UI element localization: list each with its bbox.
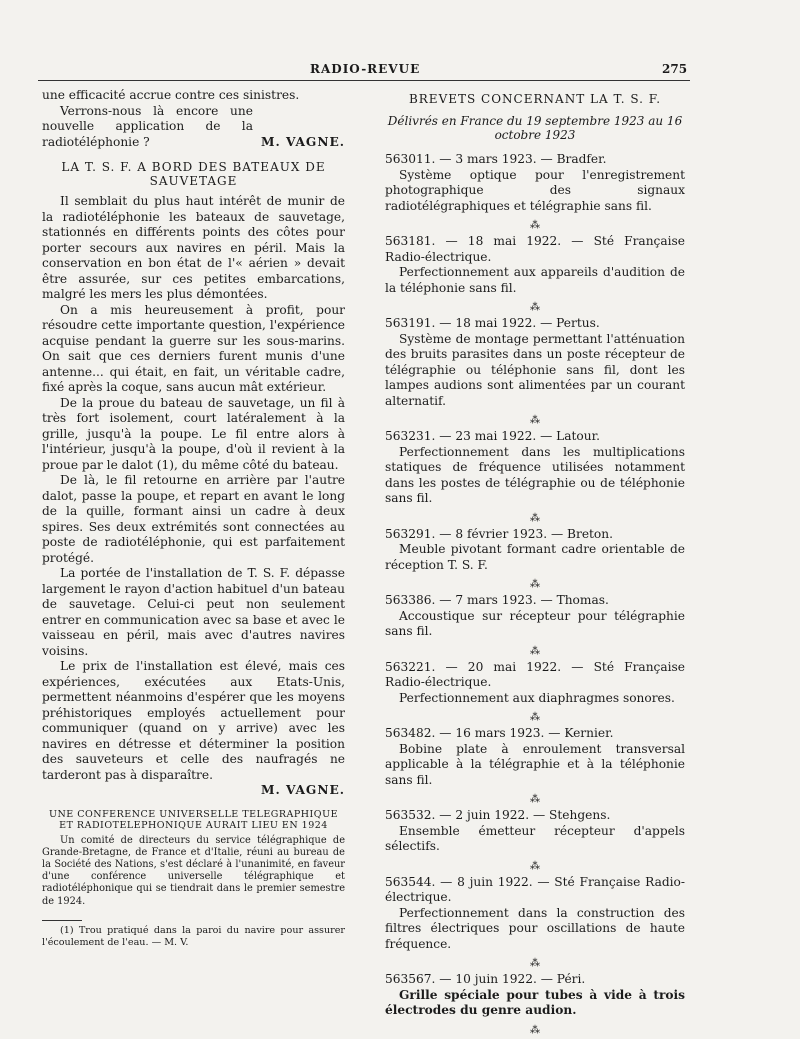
intro-question: Verrons-nous là encore une nouvelle application de la radiotéléphonie ? [42,103,253,149]
patent-line: 563386. — 7 mars 1923. — Thomas. [385,593,609,607]
header-rule [38,80,690,81]
patent-entry [385,527,685,574]
asterism-icon: ⁂ [530,1024,540,1036]
page-number: 275 [662,62,688,76]
patent-entry [385,593,685,640]
asterism-icon: ⁂ [530,415,540,426]
patent-desc: Accoustique sur récepteur pour télégraphie sans fil. [385,608,685,638]
patent-desc: Ensemble émetteur récepteur d'appels sélectifs. [385,823,685,853]
asterism-icon: ⁂ [530,302,540,313]
patent-desc: Grille spéciale pour tubes à vide à trois électrodes du genre audion. [385,987,685,1017]
patent-line: 563221. — 20 mai 1922. — Sté Française Radio-électrique. [385,659,685,689]
patent-line: 563532. — 2 juin 1922. — Stehgens. [385,808,611,822]
patent-line: 563231. — 23 mai 1922. — Latour. [385,429,600,443]
article-paragraph: La portée de l'installation de T. S. F. dépasse largement le rayon d'action habituel d'un bateau de sauvetage. Celui-ci peut non seulement entrer en communication avec sa base et avec le vaisseau en péril, mais avec d'autres navires voisins. [42,566,345,658]
footnote: (1) Trou pratiqué dans la paroi du navire pour assurer l'écoulement de l'eau. — M. V. [42,924,345,948]
news-title: UNE CONFERENCE UNIVERSELLE TELEGRAPHIQUE ET RADIOTELEPHONIQUE AURAIT LIEU EN 1924 [48,808,339,831]
patent-desc: Perfectionnement dans les multiplications statiques de fréquence utilisées notamment dans les postes de télégraphie ou de téléphonie sans fil. [385,444,685,505]
patent-desc: Système de montage permettant l'atténuation des bruits parasites dans un poste récepteur de télégraphie ou téléphonie sans fil, dont les lampes audions sont alimentées par un courant alternatif. [385,331,685,408]
patent-entry [385,808,685,855]
asterism-icon: ⁂ [530,958,540,969]
patent-line: 563181. — 18 mai 1922. — Sté Française Radio-électrique. [385,234,685,264]
patent-line: 563567. — 10 juin 1922. — Péri. [385,972,586,986]
patent-desc: Perfectionnement aux appareils d'audition de la téléphonie sans fil. [385,265,685,295]
patents-subtitle: Délivrés en France du 19 septembre 1923 au 16 octobre 1923 [387,114,683,142]
running-header: RADIO-REVUE [310,62,421,76]
intro-line: une efficacité accrue contre ces sinistres. [42,88,300,102]
news-text: Un comité de directeurs du service télégraphique de Grande-Bretagne, de France et d'Italie, réuni au bureau de la Société des Nations, s'est déclaré à l'unanimité, en faveur d'une conférence universelle télégraphique et radiotéléphonique qui se tiendrait dans le premier semestre de 1924. [42,834,345,907]
patent-line: 563291. — 8 février 1923. — Breton. [385,526,613,541]
asterism-icon: ⁂ [530,220,540,231]
patent-line: 563011. — 3 mars 1923. — Bradfer. [385,152,607,166]
article-paragraph: Il semblait du plus haut intérêt de munir de la radiotéléphonie les bateaux de sauvetage, stationnés en différents points des côtes pour porter secours aux navires en péril. Mais la conservation en bon état de l'« aérien » devait être assurée, sur ces petites embarcations, malgré les mers les plus démontées. [42,194,345,301]
patent-entry [385,152,685,214]
patent-desc: Bobine plate à enroulement transversal applicable à la télégraphie et à la téléphonie sans fil. [385,741,685,787]
article-paragraph: Le prix de l'installation est élevé, mais ces expériences, exécutées aux Etats-Unis, permettent néanmoins d'espérer que les moyens préhistoriques employés actuellement pour communiquer (quand on y arrive) avec les navires en détresse et déterminer la position des sauveteurs et celle des naufragés ne tarderont pas à disparaître. [42,659,345,782]
patent-desc: Système optique pour l'enregistrement photographique des signaux radiotélégraphiques et télégraphie sans fil. [385,167,685,213]
patent-line: 563544. — 8 juin 1922. — Sté Française Radio-électrique. [385,874,685,904]
patent-line: 563482. — 16 mars 1923. — Kernier. [385,726,614,740]
asterism-icon: ⁂ [530,579,540,590]
article-signature: M. VAGNE. [260,783,345,797]
article-paragraph: On a mis heureusement à profit, pour résoudre cette importante question, l'expérience acquise pendant la guerre sur les sous-marins. On sait que ces derniers furent munis d'une antenne... qui était, en fait, un véritable cadre, fixé après la coque, sans aucun mât extérieur. [42,302,345,394]
intro-signature: M. VAGNE. [260,134,345,149]
patent-entry [385,875,685,953]
asterism-icon: ⁂ [530,712,540,723]
patent-desc: Perfectionnement dans la construction des filtres électriques pour oscillations de haute fréquence. [385,905,685,951]
article-paragraph: De là, le fil retourne en arrière par l'autre dalot, passe la poupe, et repart en avant le long de la quille, formant ainsi un cadre à deux spires. Ses deux extrémités sont connectées au poste de radiotéléphonie, qui est parfaitement protégé. [42,473,345,565]
patent-entry [385,972,685,1019]
asterism-icon: ⁂ [530,512,540,524]
patent-entry [385,234,685,296]
patent-entry [385,660,685,707]
asterism-icon: ⁂ [530,794,540,805]
right-column [385,88,685,1039]
patent-desc: Meuble pivotant formant cadre orientable de réception T. S. F. [385,542,685,572]
patent-desc: Perfectionnement aux diaphragmes sonores. [399,690,675,705]
asterism-icon: ⁂ [530,860,540,872]
patent-entry [385,429,685,507]
article-title: LA T. S. F. A BORD DES BATEAUX DE SAUVETAGE [61,160,326,188]
article-sign-row [42,783,345,799]
left-column [42,88,345,949]
footnote-rule [42,920,82,921]
patents-title: BREVETS CONCERNANT LA T. S. F. [408,92,662,106]
patent-entry [385,316,685,409]
asterism-icon: ⁂ [530,645,540,657]
patent-line: 563191. — 18 mai 1922. — Pertus. [385,316,600,330]
article-paragraph: De la proue du bateau de sauvetage, un fil à très fort isolement, court latéralement à la grille, jusqu'à la poupe. Le fil entre alors à l'intérieur, jusqu'à la poupe, d'où il revient à la proue par le dalot (1), du même côté du bateau. [42,395,345,472]
patent-entry [385,726,685,788]
intro-sign-row [42,104,345,151]
